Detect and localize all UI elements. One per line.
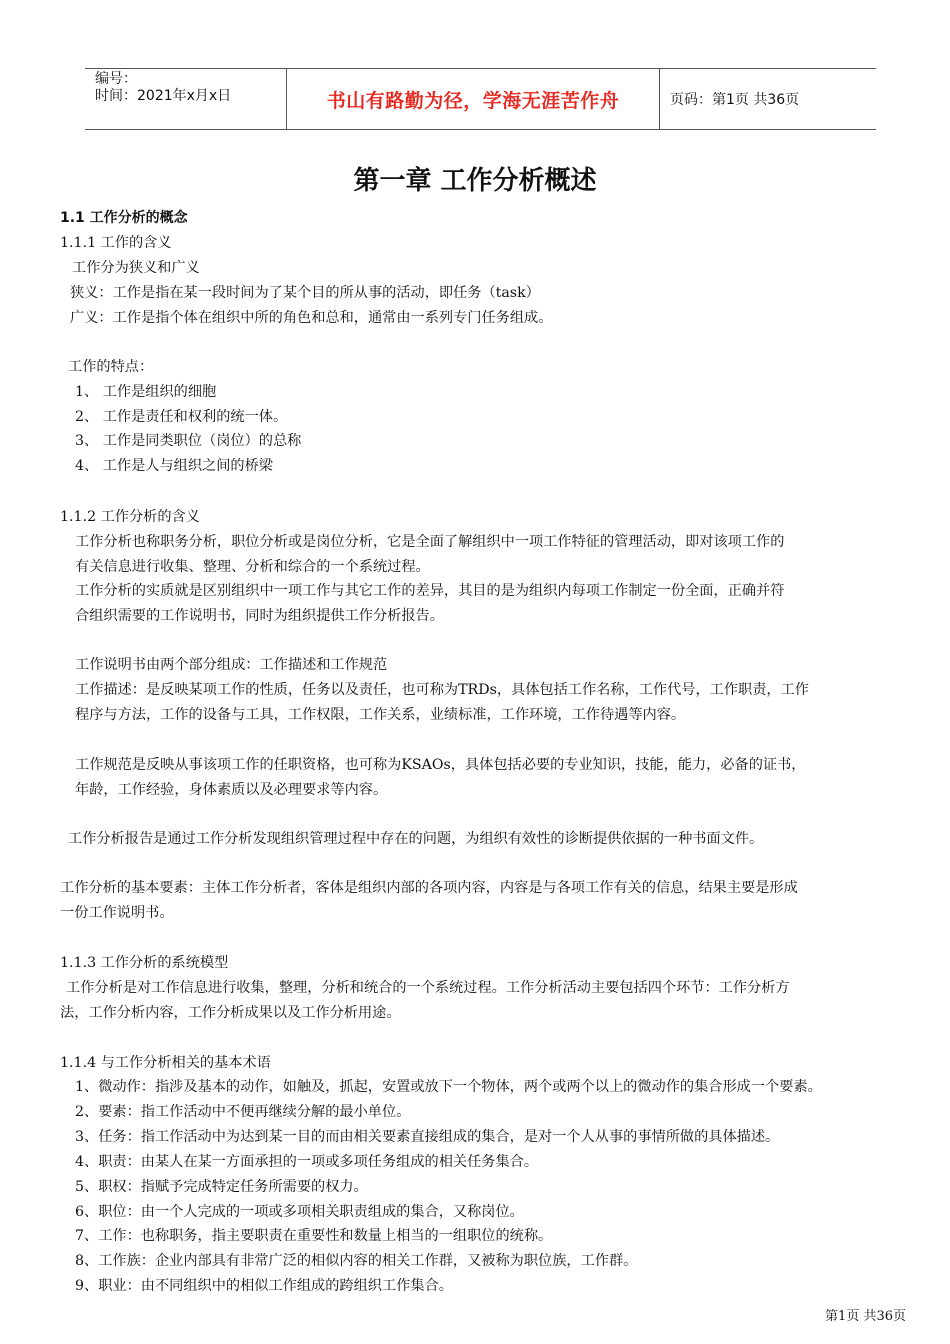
term-item: 9、职业：由不同组织中的相似工作组成的跨组织工作集合。: [75, 1278, 453, 1294]
term-item: 1、微动作：指涉及基本的动作，如触及，抓起，安置或放下一个物体，两个或两个以上的微动作的集合形成一个要素。: [75, 1079, 822, 1095]
time-label: 时间：2021年x月x日: [95, 88, 232, 104]
paragraph-line: 程序与方法，工作的设备与工具，工作权限，工作关系，业绩标准，工作环境，工作待遇等内容。: [75, 707, 686, 723]
paragraph-line: 工作分析是对工作信息进行收集，整理，分析和统合的一个系统过程。工作分析活动主要包括四个环节：工作分析方: [66, 980, 790, 996]
paragraph-line: 工作的特点：: [68, 359, 154, 375]
number-label: 编号：: [95, 71, 137, 87]
header-page-info: 页码：第1页 共36页: [670, 92, 800, 108]
paragraph-line: 广义：工作是指个体在组织中所的角色和总和，通常由一系列专门任务组成。: [70, 310, 553, 326]
paragraph-line: 法，工作分析内容，工作分析成果以及工作分析用途。: [60, 1005, 401, 1021]
page-header: [85, 68, 876, 130]
paragraph-line: 有关信息进行收集、整理、分析和综合的一个系统过程。: [75, 559, 430, 575]
term-item: 2、要素：指工作活动中不便再继续分解的最小单位。: [75, 1104, 411, 1120]
list-item: 2、 工作是责任和权利的统一体。: [75, 409, 288, 425]
paragraph-line: 工作分为狭义和广义: [72, 260, 200, 276]
term-item: 6、职位：由一个人完成的一项或多项相关职责组成的集合，又称岗位。: [75, 1204, 524, 1220]
paragraph-line: 工作分析报告是通过工作分析发现组织管理过程中存在的问题，为组织有效性的诊断提供依据的一种书面文件。: [68, 831, 764, 847]
term-item: 5、职权：指赋予完成特定任务所需要的权力。: [75, 1179, 368, 1195]
subsection-heading: 1.1.1 工作的含义: [60, 235, 172, 251]
list-item: 3、 工作是同类职位（岗位）的总称: [75, 433, 302, 449]
paragraph-line: 合组织需要的工作说明书，同时为组织提供工作分析报告。: [75, 608, 444, 624]
footer-page-number: 第1页 共36页: [825, 1309, 906, 1324]
paragraph-line: 工作分析的实质就是区别组织中一项工作与其它工作的差异，其目的是为组织内每项工作制定一份全面，正确并符: [75, 583, 785, 599]
paragraph-line: 工作分析也称职务分析，职位分析或是岗位分析，它是全面了解组织中一项工作特征的管理活动，即对该项工作的: [75, 534, 785, 550]
term-item: 8、工作族：企业内部具有非常广泛的相似内容的相关工作群，又被称为职位族，工作群。: [75, 1253, 638, 1269]
paragraph-line: 狭义：工作是指在某一段时间为了某个目的所从事的活动，即任务（task）: [70, 285, 540, 301]
list-item: 4、 工作是人与组织之间的桥梁: [75, 458, 273, 474]
chapter-title: 第一章 工作分析概述: [353, 166, 597, 196]
paragraph-line: 工作描述：是反映某项工作的性质，任务以及责任，也可称为TRDs，具体包括工作名称，工作代号，工作职责，工作: [75, 682, 809, 698]
paragraph-line: 工作规范是反映从事该项工作的任职资格，也可称为KSAOs，具体包括必要的专业知识，技能，能力，必备的证书，: [75, 757, 806, 773]
paragraph-line: 一份工作说明书。: [60, 905, 174, 921]
term-item: 7、工作：也称职务，指主要职责在重要性和数量上相当的一组职位的统称。: [75, 1228, 553, 1244]
section-heading: 1.1 工作分析的概念: [60, 210, 188, 226]
term-item: 3、任务：指工作活动中为达到某一目的而由相关要素直接组成的集合，是对一个人从事的事情所做的具体描述。: [75, 1129, 780, 1145]
paragraph-line: 工作分析的基本要素：主体工作分析者，客体是组织内部的各项内容，内容是与各项工作有关的信息，结果主要是形成: [60, 880, 798, 896]
subsection-heading: 1.1.4 与工作分析相关的基本术语: [60, 1055, 271, 1071]
term-item: 4、职责：由某人在某一方面承担的一项或多项任务组成的相关任务集合。: [75, 1154, 539, 1170]
header-meta: [85, 69, 287, 129]
paragraph-line: 工作说明书由两个部分组成：工作描述和工作规范: [75, 657, 388, 673]
paragraph-line: 年龄，工作经验，身体素质以及必理要求等内容。: [75, 782, 388, 798]
subsection-heading: 1.1.2 工作分析的含义: [60, 509, 200, 525]
subsection-heading: 1.1.3 工作分析的系统模型: [60, 955, 229, 971]
header-motto: 书山有路勤为径，学海无涯苦作舟: [287, 69, 660, 129]
list-item: 1、 工作是组织的细胞: [75, 384, 217, 400]
